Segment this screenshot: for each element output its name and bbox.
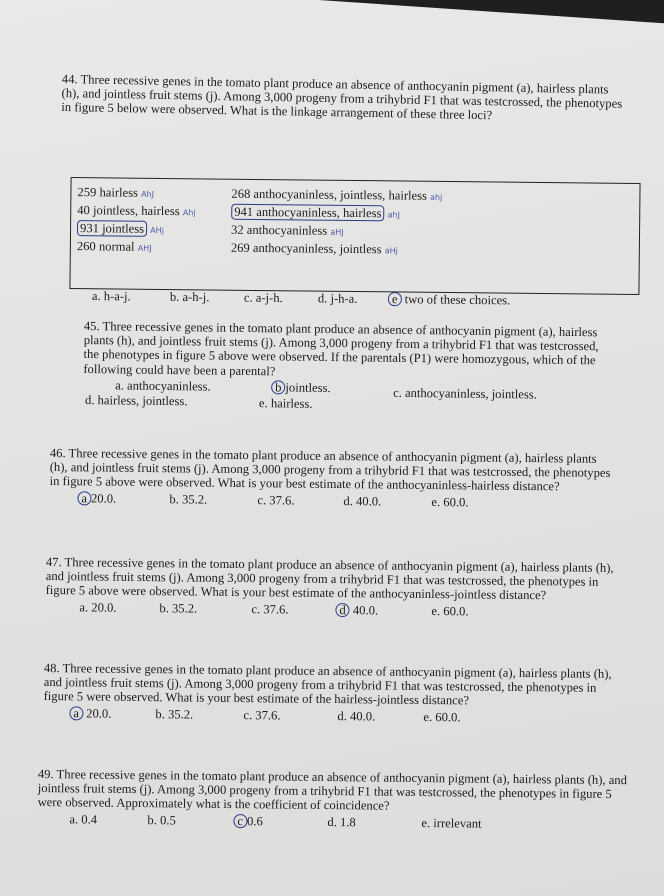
question-47-stem: 47. Three recessive genes in the tomato plant produce an absence of anthocyanin pigment (a), hairless plants (h), and jointless fruit stems (j). Among 3,000 progeny from a trihybrid F1 that was testcrossed, the phenotypes in figure 5 above were observed. What is your best estimate of the anthocyaninless-jointless distance? <box>45 555 614 603</box>
option-c[interactable]: c. 37.6. <box>257 492 295 508</box>
option-c[interactable]: c. 37.6. <box>251 601 289 617</box>
option-b[interactable]: b. a-h-j. <box>169 289 210 305</box>
phenotype-row: 269 anthocyaninless, jointless aHj <box>230 240 398 257</box>
option-c[interactable]: c. a-j-h. <box>243 290 283 305</box>
answer-circle: b <box>271 380 285 394</box>
option-d[interactable]: d. hairless, jointless. <box>84 392 188 409</box>
phenotype-row: 259 hairless AhJ <box>77 185 155 200</box>
phenotype-row: 931 jointless AHj <box>77 220 196 239</box>
option-a[interactable]: a. h-a-j. <box>91 288 131 304</box>
option-a[interactable]: a. 0.4 <box>69 811 98 827</box>
option-b[interactable]: b. 35.2. <box>169 491 208 507</box>
option-e[interactable]: e two of these choices. <box>388 292 511 307</box>
option-b[interactable]: b jointless. <box>271 380 331 395</box>
option-d[interactable]: d. 40.0. <box>343 493 382 509</box>
option-b[interactable]: b. 35.2. <box>159 600 198 616</box>
phenotype-row: 268 anthocyaninless, jointless, hairless ahj <box>231 186 443 203</box>
figure-right-column <box>231 186 443 260</box>
option-b[interactable]: b. 0.5 <box>147 812 176 828</box>
answer-circle: a <box>77 491 91 505</box>
option-e[interactable]: e. 60.0. <box>431 494 469 509</box>
option-e[interactable]: e. 60.0. <box>423 709 461 724</box>
question-46 <box>49 446 616 514</box>
phenotype-row: 32 anthocyaninless aHJ <box>230 222 344 238</box>
question-48-stem: 48. Three recessive genes in the tomato plant produce an absence of anthocyanin pigment (a), hairless plants (h), and jointless fruit stems (j). Among 3,000 progeny from a trihybrid F1 that was testcrossed, the phenotypes in figure 5 were observed. What is your best estimate of the hairless-jointless distance? <box>43 661 612 708</box>
question-44-stem: 44. Three recessive genes in the tomato plant produce an absence of anthocyanin pigment (a), hairless plants (h), and jointless fruit stems (j). Among 3,000 progeny from a trihybrid F1 that was testcrossed, the phenotypes in figure 5 below were observed. What is the linkage arrangement of these three loci? <box>61 72 623 123</box>
question-48 <box>43 661 612 729</box>
answer-circle: d <box>335 603 349 617</box>
option-a[interactable]: a 20.0. <box>77 491 116 506</box>
phenotype-row: 40 jointless, hairless Ahj <box>77 203 196 219</box>
answer-circle: a <box>69 706 83 720</box>
question-49-stem: 49. Three recessive genes in the tomato plant produce an absence of anthocyanin pigment (a), hairless plants (h), and jointless fruit stems (j). Among 3,000 progeny from a trihybrid F1 that was testcrossed, the phenotypes in figure 5 were observed. Approximately what is the coefficient of coincidence? <box>37 767 627 814</box>
question-49 <box>37 767 628 835</box>
option-c[interactable]: c. anthocyaninless, jointless. <box>393 385 537 402</box>
figure-left-column <box>77 184 196 257</box>
question-44 <box>61 72 628 125</box>
phenotype-row: 260 normal AHJ <box>76 239 152 254</box>
option-d[interactable]: d. 1.8 <box>327 814 356 829</box>
figure-5-phenotype-table <box>69 177 640 295</box>
question-46-stem: 46. Three recessive genes in the tomato plant produce an absence of anthocyanin pigment (a), hairless plants (h), and jointless fruit stems (j). Among 3,000 progeny from a trihybrid F1 that was testcrossed, the phenotypes in figure 5 above were observed. What is your best estimate of the anthocyaninless-hairless distance? <box>49 446 611 494</box>
question-45-stem: 45. Three recessive genes in the tomato plant produce an absence of anthocyanin pigment (a), hairless plants (h), and jointless fruit stems (j). Among 3,000 progeny from a trihybrid F1 that was testcrossed, the phenotypes in figure 5 above were observed. If the parentals (P1) were homozygous, which of the following could have been a parental? <box>83 319 599 378</box>
option-a[interactable]: a. 20.0. <box>79 599 117 615</box>
phenotype-row: 941 anthocyaninless, hairless ahJ <box>231 204 442 224</box>
option-e[interactable]: e. irrelevant <box>421 815 482 831</box>
option-c[interactable]: c 0.6 <box>233 814 262 829</box>
answer-circle: e <box>388 292 402 306</box>
option-d[interactable]: d. j-h-a. <box>317 291 358 306</box>
option-a[interactable]: a. anthocyaninless. <box>115 378 211 394</box>
option-c[interactable]: c. 37.6. <box>243 707 281 723</box>
option-b[interactable]: b. 35.2. <box>155 706 194 722</box>
question-47 <box>45 555 616 623</box>
answer-circle: c <box>233 814 247 828</box>
option-d[interactable]: d. 40.0. <box>337 708 376 724</box>
option-a[interactable]: a 20.0. <box>69 706 111 721</box>
option-e[interactable]: e. 60.0. <box>431 603 469 619</box>
option-d[interactable]: d 40.0. <box>335 603 378 618</box>
question-45 <box>83 319 616 416</box>
option-e[interactable]: e. hairless. <box>258 395 313 411</box>
